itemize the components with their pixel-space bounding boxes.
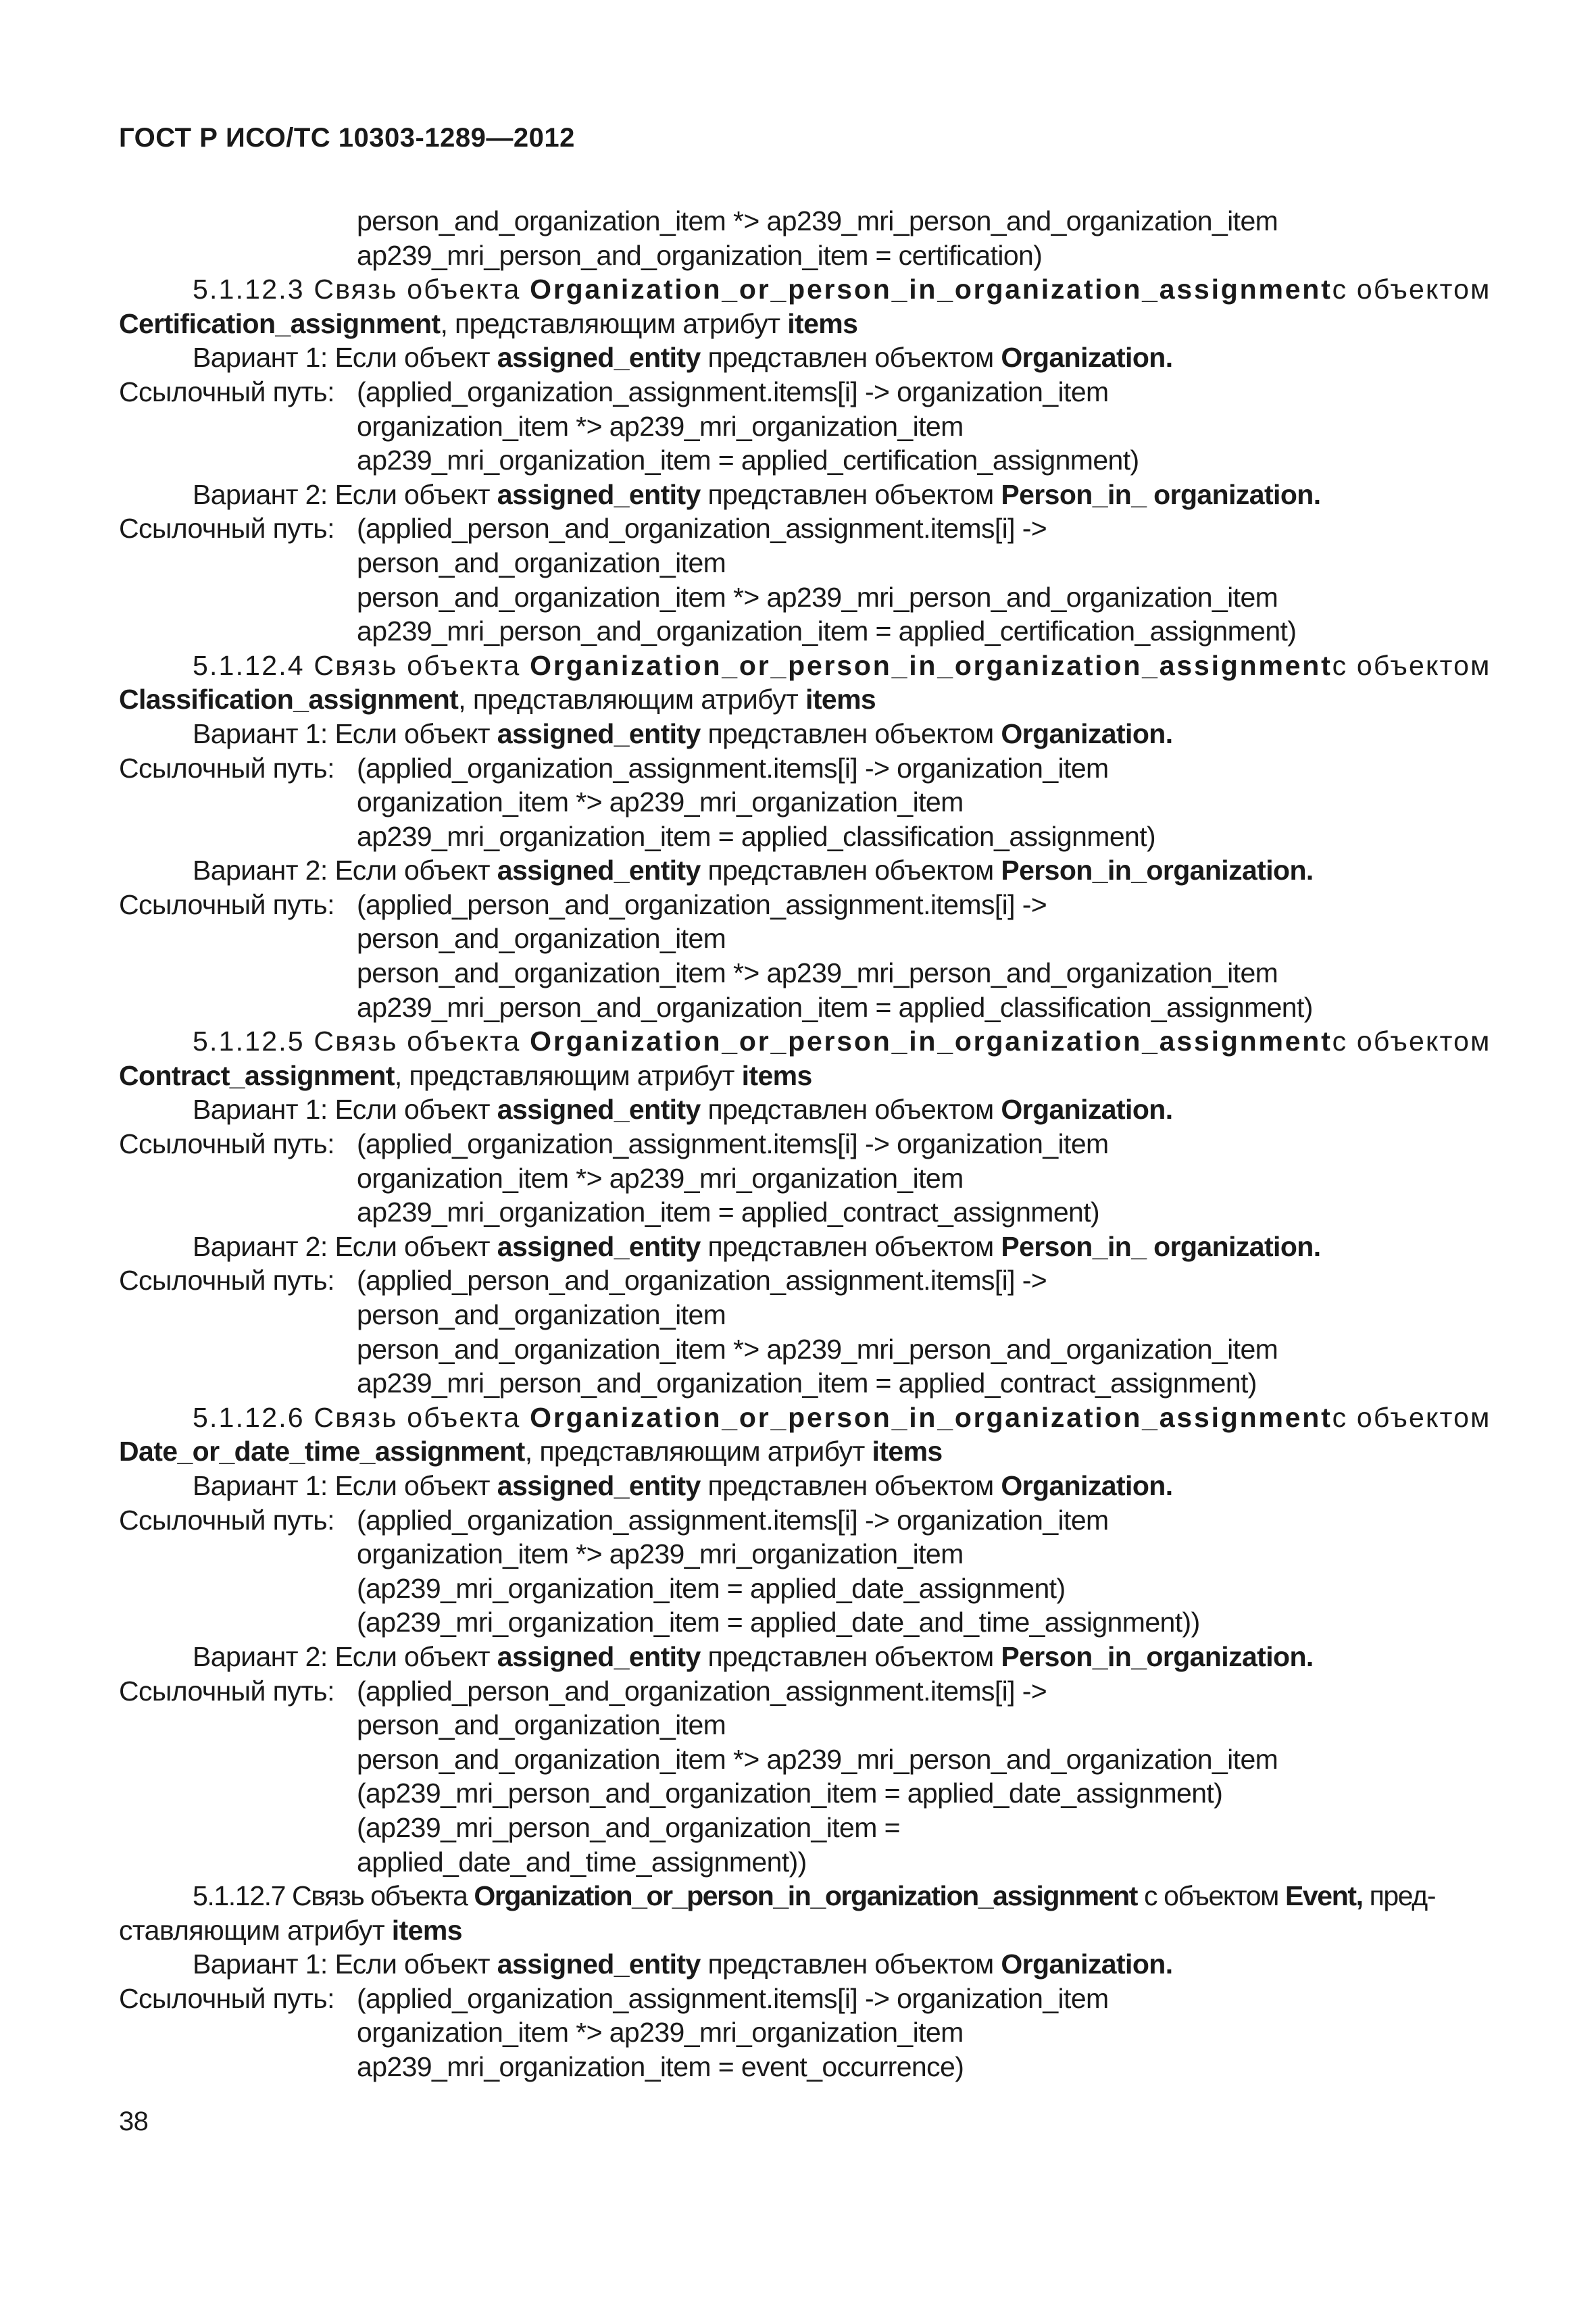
- section-number: 5.1.12.6: [193, 1401, 305, 1433]
- text-line: person_and_organization_item *> ap239_mri_person_and_organization_item: [357, 205, 1278, 236]
- text-line: Certification_assignment, представляющим атрибут items: [119, 307, 858, 339]
- text-line: ap239_mri_person_and_organization_item = applied_certification_assignment): [357, 615, 1297, 647]
- text-line: organization_item *> ap239_mri_organization_item: [357, 1538, 964, 1570]
- text-line: Classification_assignment, представляющим атрибут items: [119, 684, 876, 715]
- reference-path: Ссылочный путь: (applied_person_and_organization_assignment.items[i] ->: [119, 1675, 1047, 1707]
- variant-line: Вариант 1: Если объект assigned_entity представлен объектом Organization.: [193, 718, 1173, 749]
- reference-path: Ссылочный путь: (applied_organization_assignment.items[i] -> organization_item: [119, 376, 1109, 407]
- text-line: organization_item *> ap239_mri_organization_item: [357, 410, 964, 442]
- text-line: organization_item *> ap239_mri_organization_item: [357, 1162, 964, 1194]
- text-line: person_and_organization_item *> ap239_mri_person_and_organization_item: [357, 1743, 1278, 1775]
- reference-path: Ссылочный путь: (applied_organization_assignment.items[i] -> organization_item: [119, 1982, 1109, 2014]
- section-heading: 5.1.12.7 Связь объекта Organization_or_person_in_organization_assignment с объектом Event, пред-: [193, 1880, 1436, 1912]
- reference-path: Ссылочный путь: (applied_person_and_organization_assignment.items[i] ->: [119, 513, 1047, 545]
- entity-name: Organization_or_person_in_organization_assignment: [530, 649, 1332, 681]
- section-number: 5.1.12.7: [193, 1880, 285, 1912]
- variant-line: Вариант 2: Если объект assigned_entity представлен объектом Person_in_organization.: [193, 1640, 1314, 1672]
- text-line: organization_item *> ap239_mri_organization_item: [357, 786, 964, 818]
- text-line: (ap239_mri_organization_item = applied_date_and_time_assignment)): [357, 1607, 1200, 1638]
- text-line: ap239_mri_organization_item = event_occurrence): [357, 2051, 964, 2083]
- entity-name: Organization_or_person_in_organization_assignment: [530, 1401, 1332, 1433]
- text-line: organization_item *> ap239_mri_organization_item: [357, 2017, 964, 2048]
- text-line: person_and_organization_item: [357, 1299, 726, 1330]
- text-line: ap239_mri_person_and_organization_item = applied_classification_assignment): [357, 991, 1313, 1023]
- variant-line: Вариант 1: Если объект assigned_entity представлен объектом Organization.: [193, 1469, 1173, 1501]
- section-heading: 5.1.12.3 Связь объекта Organization_or_person_in_organization_assignment с объектом: [193, 274, 1491, 305]
- section-number: 5.1.12.5: [193, 1026, 305, 1057]
- entity-name: Organization_or_person_in_organization_assignment: [530, 1026, 1332, 1057]
- entity-name: Organization_or_person_in_organization_assignment: [530, 274, 1332, 305]
- text-line: person_and_organization_item: [357, 1709, 726, 1741]
- section-heading: 5.1.12.6 Связь объекта Organization_or_person_in_organization_assignment с объектом: [193, 1401, 1491, 1433]
- text-line: person_and_organization_item *> ap239_mri_person_and_organization_item: [357, 1333, 1278, 1365]
- variant-line: Вариант 1: Если объект assigned_entity представлен объектом Organization.: [193, 342, 1173, 374]
- text-line: Date_or_date_time_assignment, представляющим атрибут items: [119, 1436, 943, 1467]
- text-line: (ap239_mri_person_and_organization_item = applied_date_assignment): [357, 1778, 1223, 1809]
- section-heading: 5.1.12.5 Связь объекта Organization_or_person_in_organization_assignment с объектом: [193, 1026, 1491, 1057]
- text-line: Contract_assignment, представляющим атрибут items: [119, 1059, 812, 1091]
- text-line: person_and_organization_item: [357, 547, 726, 578]
- text-line: person_and_organization_item *> ap239_mri_person_and_organization_item: [357, 957, 1278, 989]
- entity-name: Organization_or_person_in_organization_assignment: [474, 1880, 1138, 1912]
- reference-path: Ссылочный путь: (applied_organization_assignment.items[i] -> organization_item: [119, 1504, 1109, 1536]
- variant-line: Вариант 2: Если объект assigned_entity представлен объектом Person_in_ organization.: [193, 1230, 1321, 1262]
- reference-path: Ссылочный путь: (applied_person_and_organization_assignment.items[i] ->: [119, 1265, 1047, 1297]
- text-line: applied_date_and_time_assignment)): [357, 1846, 807, 1878]
- reference-path: Ссылочный путь: (applied_person_and_organization_assignment.items[i] ->: [119, 888, 1047, 920]
- text-line: person_and_organization_item: [357, 923, 726, 955]
- document-header: ГОСТ Р ИСО/ТС 10303-1289—2012: [119, 123, 575, 153]
- variant-line: Вариант 1: Если объект assigned_entity представлен объектом Organization.: [193, 1948, 1173, 1980]
- variant-line: Вариант 2: Если объект assigned_entity представлен объектом Person_in_organization.: [193, 855, 1314, 886]
- page-number: 38: [119, 2107, 149, 2136]
- variant-line: Вариант 2: Если объект assigned_entity представлен объектом Person_in_ organization.: [193, 478, 1321, 510]
- text-line: (ap239_mri_person_and_organization_item =: [357, 1811, 900, 1843]
- section-number: 5.1.12.4: [193, 649, 305, 681]
- text-line: person_and_organization_item *> ap239_mri_person_and_organization_item: [357, 581, 1278, 613]
- document-body: [0, 204, 1596, 2084]
- section-heading: 5.1.12.4 Связь объекта Organization_or_person_in_organization_assignment с объектом: [193, 649, 1491, 681]
- text-line: ap239_mri_person_and_organization_item = applied_contract_assignment): [357, 1367, 1257, 1399]
- reference-path: Ссылочный путь: (applied_organization_assignment.items[i] -> organization_item: [119, 1128, 1109, 1160]
- text-line: ap239_mri_organization_item = applied_classification_assignment): [357, 820, 1156, 852]
- reference-path: Ссылочный путь: (applied_organization_assignment.items[i] -> organization_item: [119, 752, 1109, 784]
- text-line: ap239_mri_organization_item = applied_contract_assignment): [357, 1197, 1100, 1228]
- variant-line: Вариант 1: Если объект assigned_entity представлен объектом Organization.: [193, 1094, 1173, 1126]
- text-line: ставляющим атрибут items: [119, 1914, 462, 1946]
- text-line: ap239_mri_person_and_organization_item = certification): [357, 239, 1043, 271]
- section-number: 5.1.12.3: [193, 274, 305, 305]
- text-line: ap239_mri_organization_item = applied_certification_assignment): [357, 445, 1139, 476]
- text-line: (ap239_mri_organization_item = applied_date_assignment): [357, 1572, 1066, 1604]
